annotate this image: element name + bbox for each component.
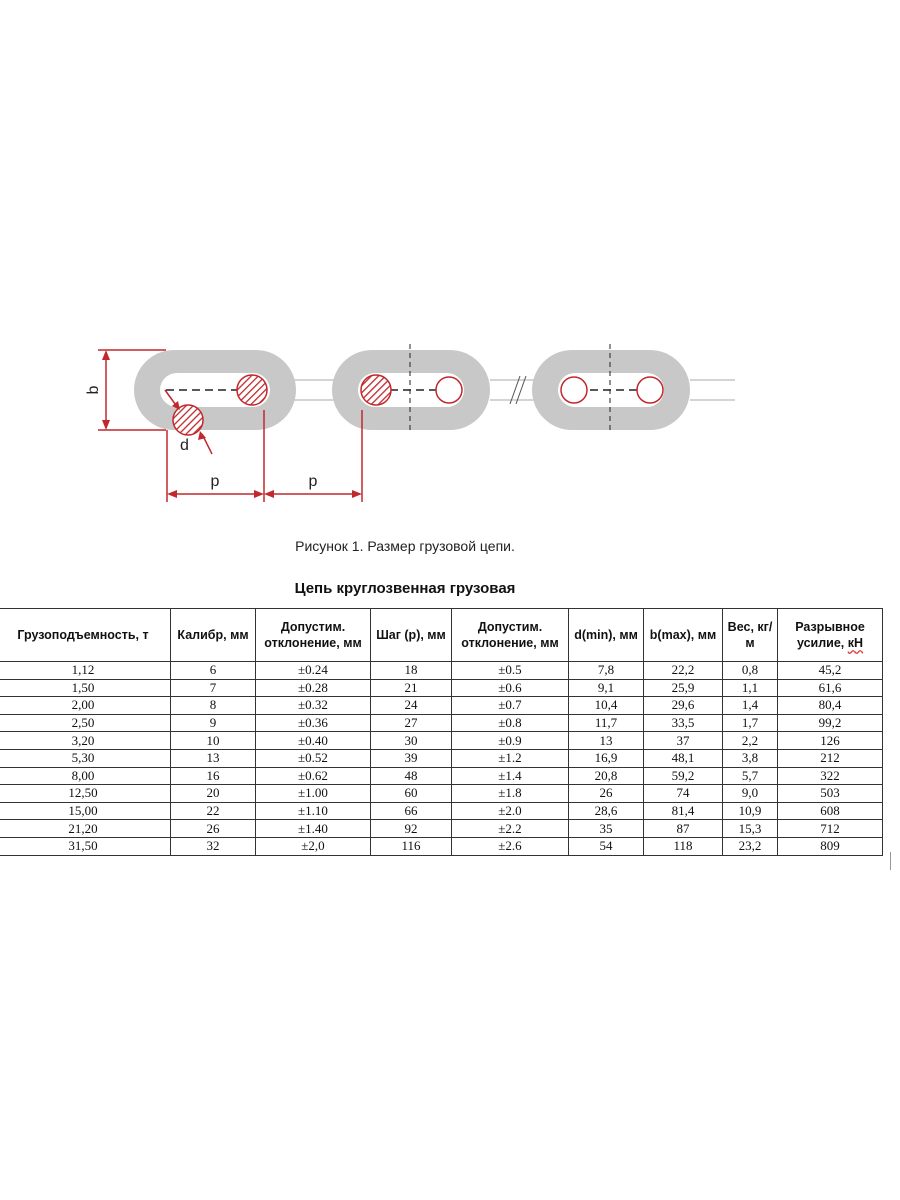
cell-d-min: 7,8	[569, 662, 644, 680]
cell-breaking-force: 99,2	[778, 714, 883, 732]
header-breaking-force-text: Разрывное усилие,	[795, 620, 865, 650]
cell-caliber: 9	[171, 714, 256, 732]
cell-load-capacity: 1,12	[0, 662, 171, 680]
cell-b-max: 37	[644, 732, 723, 750]
cell-pitch-tolerance: ±0.5	[452, 662, 569, 680]
cell-load-capacity: 12,50	[0, 785, 171, 803]
cell-breaking-force: 322	[778, 767, 883, 785]
cell-pitch: 60	[371, 785, 452, 803]
cell-caliber-tolerance: ±1.40	[256, 820, 371, 838]
cell-pitch: 66	[371, 802, 452, 820]
header-pitch-tolerance: Допустим. отклонение, мм	[452, 609, 569, 662]
cell-caliber-tolerance: ±1.10	[256, 802, 371, 820]
cell-weight: 1,1	[723, 679, 778, 697]
cell-pitch-tolerance: ±2.6	[452, 837, 569, 855]
cell-d-min: 11,7	[569, 714, 644, 732]
table-row	[0, 697, 883, 715]
cell-b-max: 74	[644, 785, 723, 803]
cell-caliber: 10	[171, 732, 256, 750]
cell-pitch-tolerance: ±0.8	[452, 714, 569, 732]
cell-d-min: 13	[569, 732, 644, 750]
cell-d-min: 35	[569, 820, 644, 838]
cell-weight: 5,7	[723, 767, 778, 785]
header-caliber-tolerance: Допустим. отклонение, мм	[256, 609, 371, 662]
cell-caliber: 8	[171, 697, 256, 715]
table-body	[0, 662, 883, 856]
cell-pitch: 48	[371, 767, 452, 785]
cell-pitch-tolerance: ±2.0	[452, 802, 569, 820]
cell-pitch: 21	[371, 679, 452, 697]
cell-b-max: 33,5	[644, 714, 723, 732]
cell-weight: 3,8	[723, 749, 778, 767]
page-corner-mark	[890, 852, 900, 870]
cell-pitch: 24	[371, 697, 452, 715]
cell-pitch-tolerance: ±1.8	[452, 785, 569, 803]
table-row	[0, 767, 883, 785]
chain-spec-table	[0, 608, 883, 856]
cell-b-max: 118	[644, 837, 723, 855]
cell-caliber-tolerance: ±2,0	[256, 837, 371, 855]
cell-pitch-tolerance: ±1.4	[452, 767, 569, 785]
cell-caliber: 7	[171, 679, 256, 697]
cell-load-capacity: 21,20	[0, 820, 171, 838]
cell-load-capacity: 8,00	[0, 767, 171, 785]
cell-pitch: 30	[371, 732, 452, 750]
dimension-p2-label: p	[308, 473, 318, 490]
cell-pitch-tolerance: ±0.9	[452, 732, 569, 750]
cell-breaking-force: 45,2	[778, 662, 883, 680]
cell-pitch-tolerance: ±0.7	[452, 697, 569, 715]
cell-breaking-force: 212	[778, 749, 883, 767]
cell-b-max: 81,4	[644, 802, 723, 820]
cell-breaking-force: 61,6	[778, 679, 883, 697]
cell-caliber: 16	[171, 767, 256, 785]
cell-breaking-force: 126	[778, 732, 883, 750]
cell-weight: 15,3	[723, 820, 778, 838]
header-breaking-force-unit: кН	[847, 636, 864, 650]
cell-weight: 10,9	[723, 802, 778, 820]
header-pitch: Шаг (p), мм	[371, 609, 452, 662]
cell-caliber: 22	[171, 802, 256, 820]
figure-caption: Рисунок 1. Размер грузовой цепи.	[295, 538, 515, 554]
cell-breaking-force: 503	[778, 785, 883, 803]
cell-d-min: 20,8	[569, 767, 644, 785]
table-header-row	[0, 609, 883, 662]
dimension-b-label: b	[85, 385, 102, 395]
cell-b-max: 87	[644, 820, 723, 838]
dimension-p1-label: p	[210, 473, 220, 490]
cell-weight: 0,8	[723, 662, 778, 680]
cell-caliber-tolerance: ±0.32	[256, 697, 371, 715]
chain-link-3	[532, 344, 690, 434]
cell-caliber: 32	[171, 837, 256, 855]
cell-load-capacity: 15,00	[0, 802, 171, 820]
cell-pitch-tolerance: ±1.2	[452, 749, 569, 767]
dimension-d-label: d	[180, 437, 189, 454]
header-caliber: Калибр, мм	[171, 609, 256, 662]
header-breaking-force	[778, 609, 883, 662]
cell-load-capacity: 2,50	[0, 714, 171, 732]
header-b-max: b(max), мм	[644, 609, 723, 662]
chain-spec-table-wrap	[0, 608, 883, 856]
table-row	[0, 820, 883, 838]
cell-weight: 23,2	[723, 837, 778, 855]
cell-pitch: 92	[371, 820, 452, 838]
cell-b-max: 59,2	[644, 767, 723, 785]
cell-pitch-tolerance: ±2.2	[452, 820, 569, 838]
cell-caliber: 20	[171, 785, 256, 803]
table-row	[0, 662, 883, 680]
table-row	[0, 785, 883, 803]
cell-caliber: 13	[171, 749, 256, 767]
cell-breaking-force: 712	[778, 820, 883, 838]
cell-breaking-force: 80,4	[778, 697, 883, 715]
table-row	[0, 714, 883, 732]
cell-d-min: 26	[569, 785, 644, 803]
cell-pitch: 18	[371, 662, 452, 680]
cell-b-max: 25,9	[644, 679, 723, 697]
cell-b-max: 29,6	[644, 697, 723, 715]
cell-weight: 1,7	[723, 714, 778, 732]
chain-link-1	[134, 350, 296, 435]
cell-breaking-force: 809	[778, 837, 883, 855]
cell-pitch: 39	[371, 749, 452, 767]
cell-load-capacity: 5,30	[0, 749, 171, 767]
cell-caliber-tolerance: ±0.24	[256, 662, 371, 680]
cell-load-capacity: 1,50	[0, 679, 171, 697]
cell-weight: 2,2	[723, 732, 778, 750]
cell-caliber: 6	[171, 662, 256, 680]
cell-pitch: 27	[371, 714, 452, 732]
cell-caliber-tolerance: ±1.00	[256, 785, 371, 803]
cell-d-min: 28,6	[569, 802, 644, 820]
table-row	[0, 802, 883, 820]
cell-load-capacity: 31,50	[0, 837, 171, 855]
cell-caliber-tolerance: ±0.40	[256, 732, 371, 750]
cell-caliber-tolerance: ±0.52	[256, 749, 371, 767]
table-row	[0, 837, 883, 855]
cell-d-min: 10,4	[569, 697, 644, 715]
header-d-min: d(min), мм	[569, 609, 644, 662]
table-row	[0, 679, 883, 697]
cell-weight: 9,0	[723, 785, 778, 803]
cell-load-capacity: 2,00	[0, 697, 171, 715]
cell-d-min: 9,1	[569, 679, 644, 697]
chain-link-2	[332, 344, 490, 434]
chain-dimension-diagram	[70, 330, 750, 520]
cell-pitch-tolerance: ±0.6	[452, 679, 569, 697]
cell-b-max: 22,2	[644, 662, 723, 680]
header-load-capacity: Грузоподъемность, т	[0, 609, 171, 662]
cell-pitch: 116	[371, 837, 452, 855]
cell-d-min: 16,9	[569, 749, 644, 767]
cell-caliber-tolerance: ±0.28	[256, 679, 371, 697]
cell-load-capacity: 3,20	[0, 732, 171, 750]
cell-weight: 1,4	[723, 697, 778, 715]
cell-b-max: 48,1	[644, 749, 723, 767]
table-row	[0, 732, 883, 750]
cell-breaking-force: 608	[778, 802, 883, 820]
cell-caliber-tolerance: ±0.62	[256, 767, 371, 785]
table-row	[0, 749, 883, 767]
header-weight: Вес, кг/м	[723, 609, 778, 662]
cell-caliber-tolerance: ±0.36	[256, 714, 371, 732]
cell-caliber: 26	[171, 820, 256, 838]
cell-d-min: 54	[569, 837, 644, 855]
table-title: Цепь круглозвенная грузовая	[294, 580, 516, 597]
